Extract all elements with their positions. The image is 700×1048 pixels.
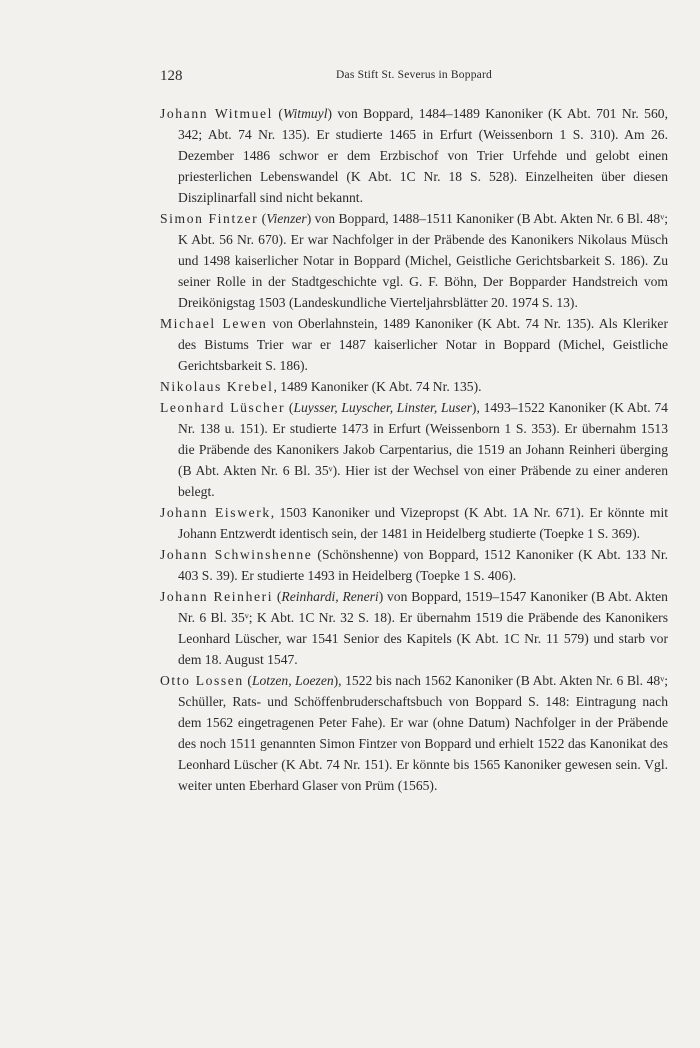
entry-johann-schwinshenne — [160, 544, 668, 586]
entry-name: Johann Reinheri — [160, 589, 274, 604]
entry-name: Johann Schwinshenne — [160, 547, 313, 562]
entry-name-variant: Reinhardi, Reneri — [281, 589, 379, 604]
entry-text: ) von Boppard, 1484–1489 Kanoniker (K Abt. 701 Nr. 560, 342; Abt. 74 Nr. 135). Er studierte 1465 in Erfurt (Weissenborn 1 S. 310). Am 26. Dezember 1486 schwor er dem Erzbischof von Trier Urfehde und gelobt einen priesterlichen Lebenswandel (K Abt. 1C Nr. 18 S. 528). Einzelheiten über diesen Disziplinarfall sind nicht bekannt. — [178, 106, 668, 205]
entry-name-variant: Witmuyl — [282, 106, 328, 121]
entry-name-variant: Vienzer — [266, 211, 307, 226]
entry-name-variant: Lotzen, Loezen — [251, 673, 334, 688]
entry-text: , 1503 Kanoniker und Vizepropst (K Abt. 1A Nr. 671). Er könnte mit Johann Entzwerdt identisch sein, der 1481 in Heidelberg studierte (Toepke 1 S. 369). — [178, 505, 668, 541]
entry-otto-lossen: Otto Lossen (Lotzen, Loezen), 1522 bis nach 1562 Kanoniker (B Abt. Akten Nr. 6 Bl. 48ᵛ; Schüller, Rats- und Schöffenbruderschaftsbuch von Boppard S. 148: Eintragung nach dem 1562 eingetragenen Peter Fahe). Er war (ohne Datum) Nachfolger in der Präbende des noch 1511 genannten Simon Fintzer von Boppard und erhielt 1522 das Kanonikat des Leonhard Lüscher (K Abt. 74 Nr. 151). Er könnte bis 1565 Kanoniker gewesen sein. Vgl. weiter unten Eberhard Glaser von Prüm (1565). — [160, 673, 669, 793]
entry-nikolaus-krebel — [160, 376, 668, 397]
entry-name: Johann Witmuel — [160, 106, 274, 121]
entry-name: Otto Lossen — [160, 673, 244, 688]
entry-johann-reinheri: Johann Reinheri (Reinhardi, Reneri) von Boppard, 1519–1547 Kanoniker (B Abt. Akten Nr. 6 Bl. 35ᵛ; K Abt. 1C Nr. 32 S. 18). Er übernahm 1519 die Präbende des Kanonikers Leonhard Lüscher, war 1541 Senior des Kapitels (K Abt. 1C Nr. 11 579) und starb vor dem 18. August 1547. — [160, 589, 668, 667]
entry-text: ) von Boppard, 1488–1511 Kanoniker (B Abt. Akten Nr. 6 Bl. 48ᵛ; K Abt. 56 Nr. 670). Er war Nachfolger in der Präbende des Kanonikers Nikolaus Müsch und 1498 kaiserlicher Notar in Boppard (Michel, Geistliche Gerichtsbarkeit S. 186). Zu seiner Rolle in der Stadtgeschichte vgl. G. F. Böhn, Der Bopparder Handstreich vom Dreikönigstag 1503 (Landeskundliche Vierteljahrsblätter 20. 1974 S. 13). — [178, 211, 668, 310]
entry-name: Michael Lewen — [160, 316, 268, 331]
entry-leonhard-luescher: Leonhard Lüscher (Luysser, Luyscher, Linster, Luser), 1493–1522 Kanoniker (K Abt. 74 Nr. 138 u. 151). Er studierte 1473 in Erfurt (Weissenborn 1 S. 353). Er übernahm 1513 die Präbende des Kanonikers Jakob Carpentarius, die 1519 an Johann Reinheri überging (B Abt. Akten Nr. 6 Bl. 35ᵛ). Hier ist der Wechsel von einer Präbende zu einer anderen belegt. — [160, 400, 668, 499]
entry-text: ), 1522 bis nach 1562 Kanoniker (B Abt. Akten Nr. 6 Bl. 48ᵛ; Schüller, Rats- und Schöffenbruderschaftsbuch von Boppard S. 148: Eintragung nach dem 1562 eingetragenen Peter Fahe). Er war (ohne Datum) Nachfolger in der Präbende des noch 1511 genannten Simon Fintzer von Boppard und erhielt 1522 das Kanonikat des Leonhard Lüscher (K Abt. 74 Nr. 151). Er könnte bis 1565 Kanoniker gewesen sein. Vgl. weiter unten Eberhard Glaser von Prüm (1565). — [178, 673, 669, 793]
entry-simon-fintzer: Simon Fintzer (Vienzer) von Boppard, 1488–1511 Kanoniker (B Abt. Akten Nr. 6 Bl. 48ᵛ; K Abt. 56 Nr. 670). Er war Nachfolger in der Präbende des Kanonikers Nikolaus Müsch und 1498 kaiserlicher Notar in Boppard (Michel, Geistliche Gerichtsbarkeit S. 186). Zu seiner Rolle in der Stadtgeschichte vgl. G. F. Böhn, Der Bopparder Handstreich vom Dreikönigstag 1503 (Landeskundliche Vierteljahrsblätter 20. 1974 S. 13). — [160, 211, 668, 310]
entry-text: von Oberlahnstein, 1489 Kanoniker (K Abt. 74 Nr. 135). Als Kleriker des Bistums Trier war er 1487 kaiserlicher Notar in Boppard (Michel, Geistliche Gerichtsbarkeit S. 186). — [178, 316, 668, 373]
entry-johann-witmuel: Johann Witmuel (Witmuyl) von Boppard, 1484–1489 Kanoniker (K Abt. 701 Nr. 560, 342; Abt. 74 Nr. 135). Er studierte 1465 in Erfurt (Weissenborn 1 S. 310). Am 26. Dezember 1486 schwor er dem Erzbischof von Trier Urfehde und gelobt einen priesterlichen Lebenswandel (K Abt. 1C Nr. 18 S. 528). Einzelheiten über diesen Disziplinarfall sind nicht bekannt. — [160, 106, 668, 205]
entry-johann-eiswerk — [160, 502, 668, 544]
entry-text: ), 1493–1522 Kanoniker (K Abt. 74 Nr. 138 u. 151). Er studierte 1473 in Erfurt (Weissenborn 1 S. 353). Er übernahm 1513 die Präbende des Kanonikers Jakob Carpentarius, die 1519 an Johann Reinheri überging (B Abt. Akten Nr. 6 Bl. 35ᵛ). Hier ist der Wechsel von einer Präbende zu einer anderen belegt. — [178, 400, 668, 499]
running-title: Das Stift St. Severus in Boppard — [336, 69, 492, 81]
page-header — [160, 68, 668, 88]
entry-name: Leonhard Lüscher — [160, 400, 286, 415]
entry-text: , 1489 Kanoniker (K Abt. 74 Nr. 135). — [273, 379, 482, 394]
page-number: 128 — [160, 68, 183, 84]
entry-name: Johann Eiswerk — [160, 505, 271, 520]
entry-name-variant: Luysser, Luyscher, Linster, Luser — [293, 400, 472, 415]
entry-text: (Schönshenne) von Boppard, 1512 Kanoniker (K Abt. 133 Nr. 403 S. 39). Er studierte 1493 in Heidelberg (Toepke 1 S. 406). — [178, 547, 669, 583]
entry-name: Nikolaus Krebel — [160, 379, 274, 394]
entry-name: Simon Fintzer — [160, 211, 259, 226]
entry-text: ) von Boppard, 1519–1547 Kanoniker (B Abt. Akten Nr. 6 Bl. 35ᵛ; K Abt. 1C Nr. 32 S. 18). Er übernahm 1519 die Präbende des Kanonikers Leonhard Lüscher, war 1541 Senior des Kapitels (K Abt. 1C Nr. 11 579) und starb vor dem 18. August 1547. — [178, 589, 668, 667]
canon-entries — [160, 103, 668, 796]
entry-michael-lewen — [160, 313, 668, 376]
